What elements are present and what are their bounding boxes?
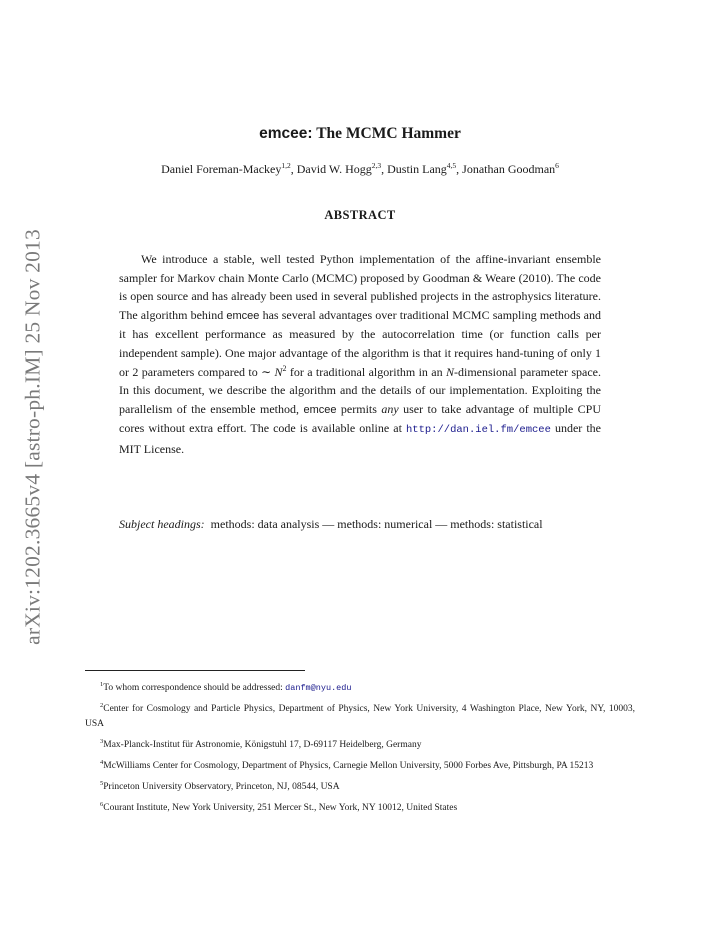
math-variable: N [445, 364, 454, 379]
code-url-link[interactable]: http://dan.iel.fm/emcee [405, 424, 551, 437]
subject-headings-label: Subject headings: [119, 517, 205, 531]
code-name: emcee [226, 309, 260, 322]
abstract-heading: ABSTRACT [324, 208, 396, 222]
abstract-text: for a traditional algorithm in an [286, 364, 446, 379]
title-text: The MCMC Hammer [316, 125, 461, 142]
author-affiliation: 1,2 [281, 161, 291, 170]
footnote-text: Princeton University Observatory, Princeton, NJ, 08544, USA [103, 782, 340, 792]
subject-headings [119, 515, 601, 534]
footnote [85, 738, 635, 753]
abstract-text: user to take advantage of multiple CPU cores without extra effort. The code is available online at [119, 401, 602, 436]
subject-headings-text: methods: data analysis — methods: numerical — methods: statistical [210, 517, 543, 531]
abstract-text: permits [336, 401, 382, 416]
footnotes [85, 681, 635, 822]
arxiv-identifier-stamp: arXiv:1202.3665v4 [astro-ph.IM] 25 Nov 2013 [20, 229, 45, 645]
footnote-number: 3 [100, 738, 104, 745]
footnote [85, 759, 635, 774]
abstract-text: has several advantages over traditional MCMC sampling methods and it has excellent performance as measured by the autocorrelation time (or function calls per independent sample). One major advantage of the algorithm is that it requires hand-tuning of only 1 or 2 parameters compared to ∼ [119, 307, 601, 379]
author-separator: , [290, 162, 297, 176]
footnote-text: Center for Cosmology and Particle Physics, Department of Physics, New York University, 4 Washington Place, New York, NY, 10003, USA [85, 704, 635, 729]
footnote-number: 4 [100, 759, 104, 766]
footnote-text: To whom correspondence should be addressed: [103, 683, 286, 693]
footnote [85, 681, 635, 696]
footnote-text: Courant Institute, New York University, 251 Mercer St., New York, NY 10012, United States [103, 803, 458, 813]
footnote [85, 780, 635, 795]
code-name: emcee [303, 403, 337, 416]
title-code-name: emcee: [259, 125, 313, 142]
author-affiliation: 6 [555, 161, 559, 170]
math-variable: N [274, 364, 283, 379]
footnote-text: Max-Planck-Institut für Astronomie, Königstuhl 17, D-69117 Heidelberg, Germany [103, 740, 422, 750]
footnote-number: 1 [100, 681, 104, 688]
author-separator: , [381, 162, 388, 176]
author-separator: , [456, 162, 463, 176]
email-link[interactable]: danfm@nyu.edu [285, 683, 352, 693]
author-list [0, 162, 720, 177]
footnote-rule [85, 670, 305, 671]
footnote [85, 801, 635, 816]
abstract-text: We introduce a stable, well tested Python implementation of the affine-invariant ensemble sampler for Markov chain Monte Carlo (MCMC) proposed by Goodman & Weare (2010). The code is open source and has already been used in several published projects in the astrophysics literature. The algorithm behind [119, 252, 601, 322]
author-name: Jonathan Goodman [462, 162, 556, 176]
abstract-text: -dimensional parameter space. In this document, we describe the algorithm and the details of our implementation. Exploiting the parallelism of the ensemble method, [119, 364, 601, 416]
math-exponent: 2 [282, 363, 287, 373]
footnote-text: McWilliams Center for Cosmology, Department of Physics, Carnegie Mellon University, 5000 Forbes Ave, Pittsburgh, PA 15213 [103, 761, 594, 771]
author-affiliation: 4,5 [446, 161, 457, 170]
footnote-number: 5 [100, 780, 104, 787]
author-name: Dustin Lang [387, 162, 447, 176]
emphasis: any [381, 401, 399, 416]
author-name: Daniel Foreman-Mackey [161, 162, 282, 176]
author-name: David W. Hogg [296, 162, 372, 176]
paper-title [0, 125, 720, 143]
abstract-paragraph [119, 250, 601, 459]
footnote-number: 6 [100, 801, 104, 808]
footnote-number: 2 [100, 702, 104, 709]
author-affiliation: 2,3 [371, 161, 382, 170]
abstract-text: under the MIT License. [119, 421, 601, 456]
footnote [85, 702, 635, 732]
